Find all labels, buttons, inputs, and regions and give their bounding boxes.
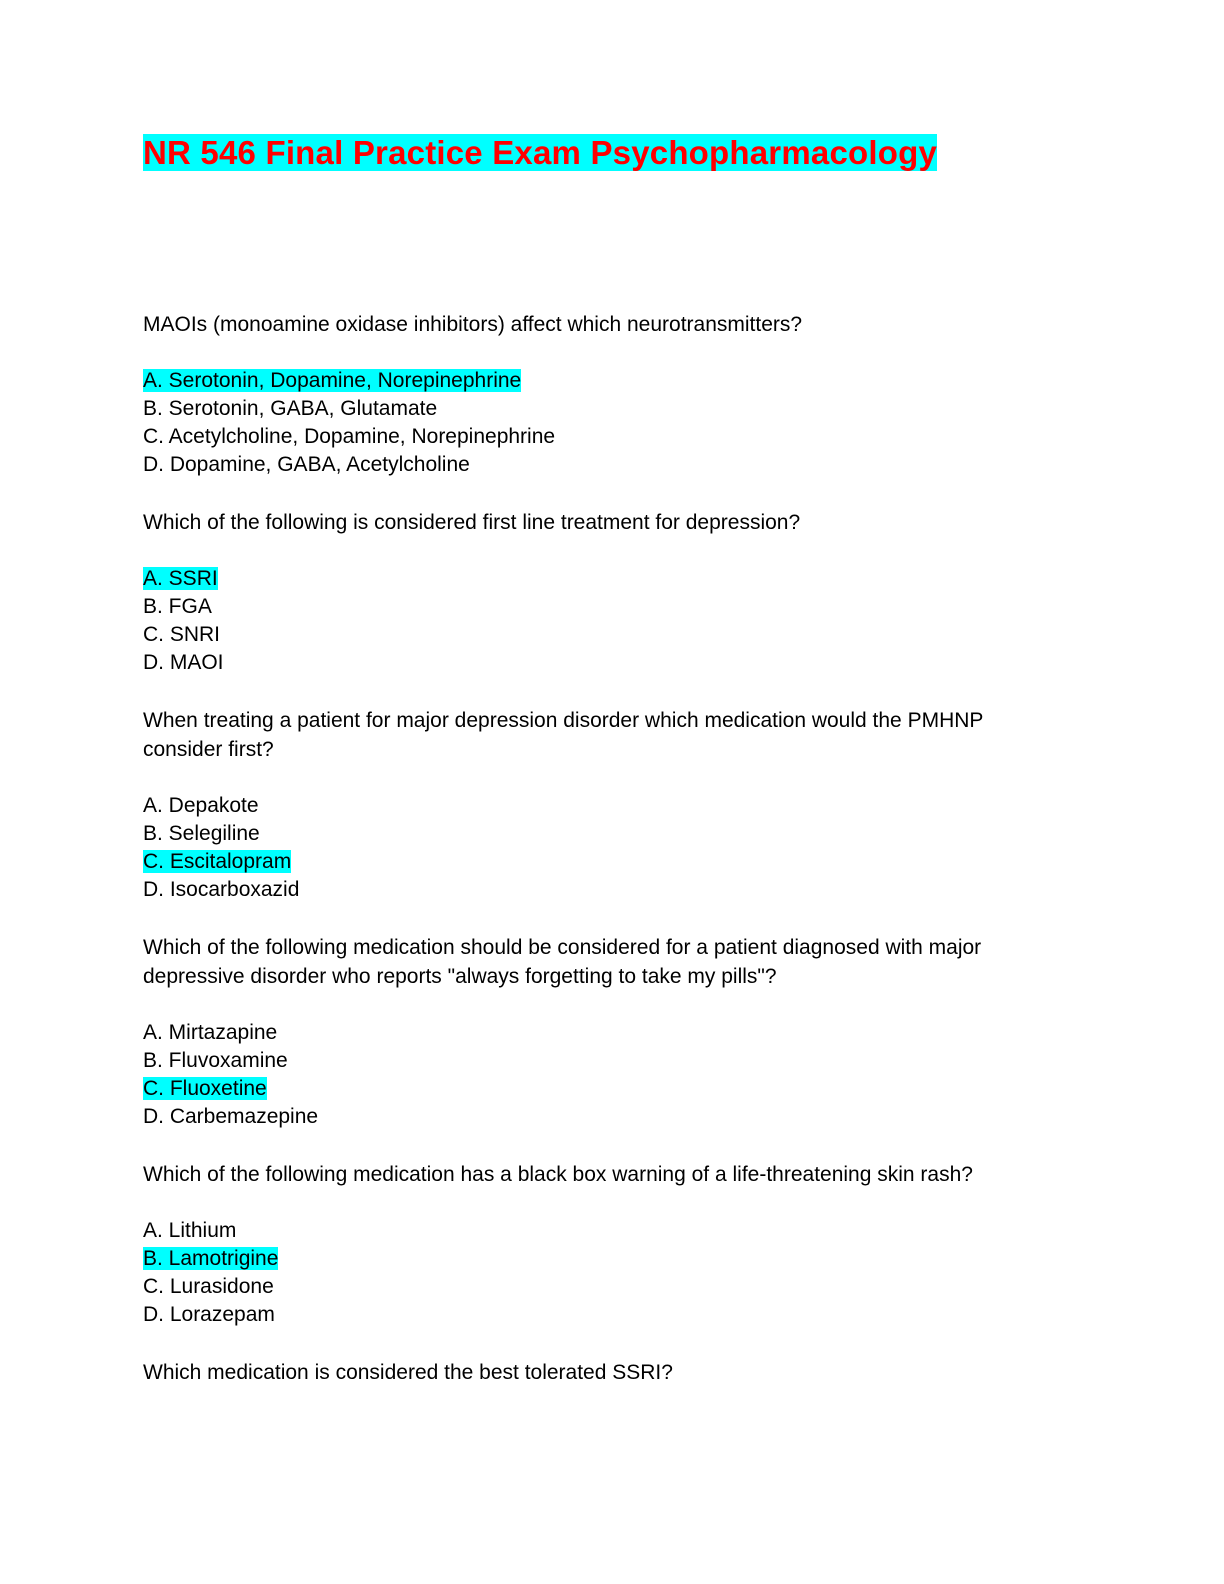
answer-choice-label: B. FGA xyxy=(143,595,212,618)
answer-choice-label: C. Escitalopram xyxy=(143,850,292,873)
answer-choice-label: D. MAOI xyxy=(143,651,224,674)
answer-choice-highlighted[interactable] xyxy=(143,565,1043,593)
answer-choice-label: A. SSRI xyxy=(143,567,218,590)
answer-choice[interactable] xyxy=(143,1273,1043,1301)
answer-choice-label: A. Depakote xyxy=(143,794,259,817)
question-block xyxy=(143,508,1043,677)
answer-choice-list xyxy=(143,1217,1043,1329)
answer-choice-list xyxy=(143,1019,1043,1131)
answer-choice-label: C. Acetylcholine, Dopamine, Norepinephrine xyxy=(143,425,556,448)
answer-choice-highlighted[interactable] xyxy=(143,1245,1043,1273)
answer-choice[interactable] xyxy=(143,621,1043,649)
answer-choice-label: C. Fluoxetine xyxy=(143,1077,267,1100)
page-title: NR 546 Final Practice Exam Psychopharmacology xyxy=(143,134,937,171)
question-prompt: MAOIs (monoamine oxidase inhibitors) affect which neurotransmitters? xyxy=(143,313,803,336)
answer-choice[interactable] xyxy=(143,649,1043,677)
answer-choice-list xyxy=(143,367,1043,479)
question-prompt: Which medication is considered the best tolerated SSRI? xyxy=(143,1361,673,1384)
question-block xyxy=(143,1358,1043,1387)
question-prompt: Which of the following medication should be considered for a patient diagnosed with major depressive disorder who reports "always forgetting to take my pills"? xyxy=(143,936,982,988)
answer-choice[interactable] xyxy=(143,792,1043,820)
document-body xyxy=(143,310,1043,1415)
answer-choice[interactable] xyxy=(143,451,1043,479)
answer-choice-label: A. Mirtazapine xyxy=(143,1021,278,1044)
answer-choice[interactable] xyxy=(143,820,1043,848)
answer-choice[interactable] xyxy=(143,1103,1043,1131)
answer-choice[interactable] xyxy=(143,1301,1043,1329)
answer-choice-label: C. Lurasidone xyxy=(143,1275,274,1298)
answer-choice[interactable] xyxy=(143,423,1043,451)
answer-choice-list xyxy=(143,565,1043,677)
answer-choice[interactable] xyxy=(143,395,1043,423)
answer-choice-label: A. Lithium xyxy=(143,1219,237,1242)
answer-choice-highlighted[interactable] xyxy=(143,1075,1043,1103)
answer-choice[interactable] xyxy=(143,1217,1043,1245)
answer-choice[interactable] xyxy=(143,593,1043,621)
question-prompt: Which of the following medication has a black box warning of a life-threatening skin rash? xyxy=(143,1163,973,1186)
answer-choice[interactable] xyxy=(143,1047,1043,1075)
answer-choice-label: D. Carbemazepine xyxy=(143,1105,319,1128)
question-prompt: When treating a patient for major depression disorder which medication would the PMHNP consider first? xyxy=(143,709,984,761)
answer-choice-label: B. Fluvoxamine xyxy=(143,1049,288,1072)
question-block xyxy=(143,706,1043,904)
answer-choice-label: B. Serotonin, GABA, Glutamate xyxy=(143,397,438,420)
answer-choice-label: B. Selegiline xyxy=(143,822,260,845)
question-block xyxy=(143,1160,1043,1329)
answer-choice[interactable] xyxy=(143,876,1043,904)
answer-choice-label: D. Dopamine, GABA, Acetylcholine xyxy=(143,453,470,476)
question-block xyxy=(143,310,1043,479)
answer-choice-label: D. Lorazepam xyxy=(143,1303,275,1326)
answer-choice-label: B. Lamotrigine xyxy=(143,1247,279,1270)
answer-choice[interactable] xyxy=(143,1019,1043,1047)
answer-choice-label: A. Serotonin, Dopamine, Norepinephrine xyxy=(143,369,522,392)
page-title-container xyxy=(143,132,1093,173)
question-prompt: Which of the following is considered first line treatment for depression? xyxy=(143,511,801,534)
question-block xyxy=(143,933,1043,1131)
answer-choice-label: D. Isocarboxazid xyxy=(143,878,300,901)
answer-choice-label: C. SNRI xyxy=(143,623,221,646)
answer-choice-highlighted[interactable] xyxy=(143,367,1043,395)
answer-choice-list xyxy=(143,792,1043,904)
answer-choice-highlighted[interactable] xyxy=(143,848,1043,876)
